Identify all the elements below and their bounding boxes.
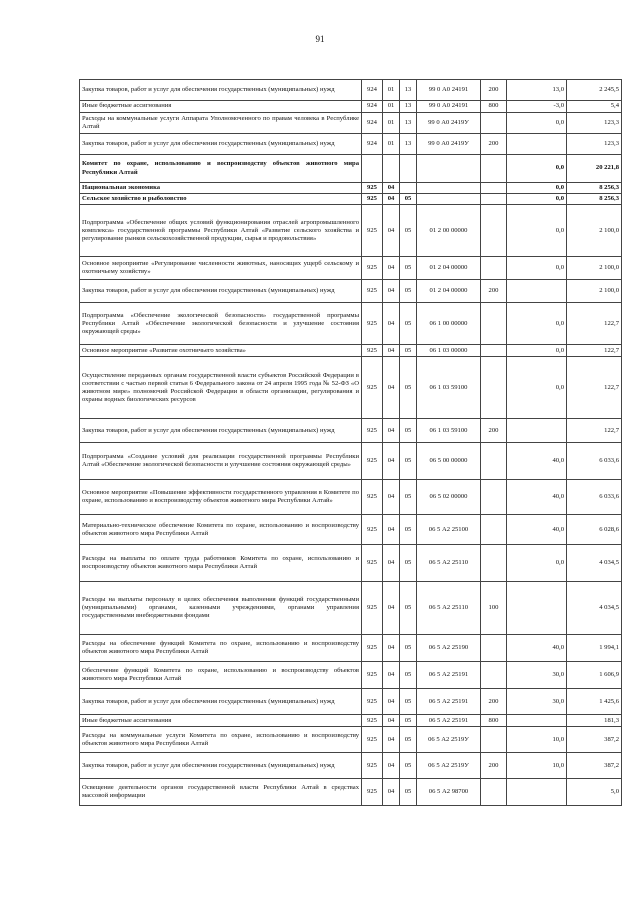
row-subsection-cell: 13 <box>400 80 417 101</box>
row-total-amount-cell: 123,3 <box>567 134 622 155</box>
row-subsection-cell <box>400 183 417 194</box>
row-total-amount-cell: 5,4 <box>567 101 622 113</box>
table-row <box>80 205 622 257</box>
row-expense-type-cell: 800 <box>481 101 507 113</box>
row-change-amount-cell: 0,0 <box>507 205 567 257</box>
row-subsection-cell: 05 <box>400 443 417 480</box>
row-target-article-cell <box>417 194 481 205</box>
row-subsection-cell <box>400 155 417 183</box>
row-expense-type-cell <box>481 480 507 515</box>
row-section-cell: 04 <box>383 480 400 515</box>
row-change-amount-cell: 0,0 <box>507 257 567 280</box>
row-expense-type-cell: 200 <box>481 134 507 155</box>
row-name-cell: Основное мероприятие «Регулирование численности животных, наносящих ущерб сельскому и охотничьему хозяйству» <box>80 257 362 280</box>
row-section-cell: 04 <box>383 662 400 689</box>
row-target-article-cell: 06 1 03 59100 <box>417 419 481 443</box>
row-section-cell <box>383 155 400 183</box>
row-section-cell: 01 <box>383 80 400 101</box>
row-subsection-cell: 05 <box>400 419 417 443</box>
row-target-article-cell: 06 5 А2 25100 <box>417 515 481 545</box>
row-expense-type-cell <box>481 515 507 545</box>
row-expense-type-cell <box>481 113 507 134</box>
row-name-cell: Расходы на коммунальные услуги Комитета по охране, использованию и воспроизводству объектов животного мира Республики Алтай <box>80 727 362 753</box>
table-row <box>80 662 622 689</box>
row-section-cell: 04 <box>383 515 400 545</box>
row-subsection-cell: 05 <box>400 753 417 779</box>
row-subsection-cell: 05 <box>400 480 417 515</box>
row-total-amount-cell: 6 033,6 <box>567 480 622 515</box>
row-section-cell: 04 <box>383 715 400 727</box>
row-section-cell: 04 <box>383 280 400 303</box>
row-subsection-cell: 05 <box>400 280 417 303</box>
row-target-article-cell: 01 2 00 00000 <box>417 205 481 257</box>
row-change-amount-cell: 0,0 <box>507 183 567 194</box>
row-section-cell: 04 <box>383 205 400 257</box>
row-name-cell: Иные бюджетные ассигнования <box>80 715 362 727</box>
table-row <box>80 443 622 480</box>
row-name-cell: Иные бюджетные ассигнования <box>80 101 362 113</box>
row-subsection-cell: 05 <box>400 545 417 582</box>
row-name-cell: Освещение деятельности органов государственной власти Республики Алтай в средствах массовой информации <box>80 779 362 806</box>
table-row <box>80 635 622 662</box>
row-grbs-cell: 925 <box>362 689 383 715</box>
row-expense-type-cell: 200 <box>481 419 507 443</box>
table-row <box>80 582 622 635</box>
row-change-amount-cell: 40,0 <box>507 443 567 480</box>
row-total-amount-cell: 2 245,5 <box>567 80 622 101</box>
row-total-amount-cell: 6 033,6 <box>567 443 622 480</box>
row-expense-type-cell <box>481 635 507 662</box>
row-grbs-cell: 925 <box>362 582 383 635</box>
table-row <box>80 194 622 205</box>
row-section-cell: 04 <box>383 689 400 715</box>
row-target-article-cell: 06 5 А2 25190 <box>417 635 481 662</box>
table-row <box>80 480 622 515</box>
row-subsection-cell: 05 <box>400 662 417 689</box>
row-change-amount-cell: 10,0 <box>507 753 567 779</box>
row-total-amount-cell: 2 100,0 <box>567 257 622 280</box>
table-row <box>80 303 622 345</box>
table-row <box>80 779 622 806</box>
row-target-article-cell: 99 0 А0 24191 <box>417 80 481 101</box>
row-section-cell: 04 <box>383 753 400 779</box>
row-change-amount-cell <box>507 779 567 806</box>
row-section-cell: 01 <box>383 113 400 134</box>
row-total-amount-cell: 1 994,1 <box>567 635 622 662</box>
row-grbs-cell: 925 <box>362 280 383 303</box>
row-grbs-cell: 925 <box>362 443 383 480</box>
row-total-amount-cell: 1 606,9 <box>567 662 622 689</box>
row-expense-type-cell: 100 <box>481 582 507 635</box>
row-change-amount-cell: 30,0 <box>507 689 567 715</box>
row-expense-type-cell <box>481 303 507 345</box>
row-total-amount-cell: 122,7 <box>567 357 622 419</box>
row-change-amount-cell: 40,0 <box>507 515 567 545</box>
table-row <box>80 753 622 779</box>
table-row <box>80 257 622 280</box>
row-grbs-cell: 925 <box>362 779 383 806</box>
row-expense-type-cell <box>481 205 507 257</box>
row-section-cell: 04 <box>383 345 400 357</box>
row-total-amount-cell: 1 425,6 <box>567 689 622 715</box>
row-target-article-cell: 06 5 А2 25110 <box>417 582 481 635</box>
row-target-article-cell: 06 5 А2 98700 <box>417 779 481 806</box>
row-name-cell: Закупка товаров, работ и услуг для обеспечения государственных (муниципальных) нужд <box>80 419 362 443</box>
row-change-amount-cell: 30,0 <box>507 662 567 689</box>
row-grbs-cell: 925 <box>362 715 383 727</box>
row-total-amount-cell: 181,3 <box>567 715 622 727</box>
row-expense-type-cell <box>481 345 507 357</box>
row-grbs-cell: 925 <box>362 303 383 345</box>
row-target-article-cell: 06 1 03 59100 <box>417 357 481 419</box>
row-target-article-cell: 06 5 А2 25191 <box>417 715 481 727</box>
row-name-cell: Обеспечение функций Комитета по охране, использованию и воспроизводству объектов животного мира Республики Алтай <box>80 662 362 689</box>
row-change-amount-cell: 0,0 <box>507 155 567 183</box>
row-subsection-cell: 05 <box>400 515 417 545</box>
table-row <box>80 515 622 545</box>
row-total-amount-cell: 2 100,0 <box>567 205 622 257</box>
row-change-amount-cell: 40,0 <box>507 480 567 515</box>
table-row <box>80 727 622 753</box>
row-subsection-cell: 13 <box>400 134 417 155</box>
table-row <box>80 101 622 113</box>
row-target-article-cell: 06 1 00 00000 <box>417 303 481 345</box>
row-grbs-cell: 925 <box>362 662 383 689</box>
row-section-cell: 04 <box>383 303 400 345</box>
row-target-article-cell <box>417 183 481 194</box>
row-name-cell: Осуществление переданных органам государственной власти субъектов Российской Федерации в соответствии с частью первой статьи 6 Федерального закона от 24 апреля 1995 года № 52-ФЗ «О животном мире» полномочий Российской Федерации в области организации, регулирования и охраны водных биологических ресурсов <box>80 357 362 419</box>
row-total-amount-cell: 6 028,6 <box>567 515 622 545</box>
row-subsection-cell: 13 <box>400 113 417 134</box>
row-section-cell: 04 <box>383 443 400 480</box>
table-row <box>80 345 622 357</box>
row-grbs-cell: 924 <box>362 134 383 155</box>
row-subsection-cell: 05 <box>400 257 417 280</box>
row-total-amount-cell: 122,7 <box>567 419 622 443</box>
row-expense-type-cell <box>481 662 507 689</box>
row-expense-type-cell: 800 <box>481 715 507 727</box>
row-total-amount-cell: 122,7 <box>567 303 622 345</box>
row-grbs-cell: 925 <box>362 545 383 582</box>
row-name-cell: Основное мероприятие «Повышение эффективности государственного управления в Комитете по охране, использованию и воспроизводству объектов животного мира Республики Алтай» <box>80 480 362 515</box>
row-total-amount-cell: 387,2 <box>567 753 622 779</box>
row-name-cell: Подпрограмма «Обеспечение экологической безопасности» государственной программы Республики Алтай «Обеспечение экологической безопасности и улучшение состояния окружающей среды» <box>80 303 362 345</box>
table-row <box>80 545 622 582</box>
row-subsection-cell: 05 <box>400 635 417 662</box>
row-total-amount-cell: 20 221,8 <box>567 155 622 183</box>
row-expense-type-cell <box>481 357 507 419</box>
row-target-article-cell <box>417 155 481 183</box>
row-total-amount-cell: 4 034,5 <box>567 582 622 635</box>
row-subsection-cell: 05 <box>400 779 417 806</box>
row-grbs-cell: 924 <box>362 101 383 113</box>
row-grbs-cell: 925 <box>362 205 383 257</box>
row-section-cell: 01 <box>383 101 400 113</box>
row-name-cell: Закупка товаров, работ и услуг для обеспечения государственных (муниципальных) нужд <box>80 280 362 303</box>
row-expense-type-cell: 200 <box>481 753 507 779</box>
row-name-cell: Основное мероприятие «Развитие охотничьего хозяйства» <box>80 345 362 357</box>
row-change-amount-cell: 0,0 <box>507 357 567 419</box>
row-name-cell: Национальная экономика <box>80 183 362 194</box>
page-number: 91 <box>315 34 325 44</box>
row-grbs-cell: 925 <box>362 194 383 205</box>
row-total-amount-cell: 2 100,0 <box>567 280 622 303</box>
row-section-cell: 04 <box>383 419 400 443</box>
row-grbs-cell: 925 <box>362 345 383 357</box>
row-expense-type-cell <box>481 257 507 280</box>
row-name-cell: Закупка товаров, работ и услуг для обеспечения государственных (муниципальных) нужд <box>80 689 362 715</box>
row-expense-type-cell: 200 <box>481 689 507 715</box>
row-grbs-cell: 925 <box>362 635 383 662</box>
budget-table <box>79 79 622 806</box>
row-grbs-cell: 925 <box>362 419 383 443</box>
row-change-amount-cell: 40,0 <box>507 635 567 662</box>
row-target-article-cell: 06 5 А2 25191 <box>417 662 481 689</box>
row-grbs-cell: 925 <box>362 753 383 779</box>
row-name-cell: Расходы на обеспечение функций Комитета по охране, использованию и воспроизводству объектов животного мира Республики Алтай <box>80 635 362 662</box>
row-subsection-cell: 05 <box>400 194 417 205</box>
row-target-article-cell: 06 5 А2 25110 <box>417 545 481 582</box>
row-subsection-cell: 05 <box>400 357 417 419</box>
row-total-amount-cell: 4 034,5 <box>567 545 622 582</box>
row-target-article-cell: 01 2 04 00000 <box>417 280 481 303</box>
row-target-article-cell: 06 5 А2 25191 <box>417 689 481 715</box>
row-section-cell: 04 <box>383 727 400 753</box>
row-grbs-cell: 925 <box>362 357 383 419</box>
row-subsection-cell: 05 <box>400 205 417 257</box>
row-name-cell: Закупка товаров, работ и услуг для обеспечения государственных (муниципальных) нужд <box>80 753 362 779</box>
row-change-amount-cell: 0,0 <box>507 303 567 345</box>
row-change-amount-cell: 13,0 <box>507 80 567 101</box>
table-row <box>80 155 622 183</box>
row-section-cell: 04 <box>383 545 400 582</box>
row-subsection-cell: 05 <box>400 689 417 715</box>
row-grbs-cell <box>362 155 383 183</box>
row-total-amount-cell: 8 256,3 <box>567 194 622 205</box>
row-subsection-cell: 05 <box>400 727 417 753</box>
row-total-amount-cell: 122,7 <box>567 345 622 357</box>
table-row <box>80 134 622 155</box>
row-expense-type-cell <box>481 779 507 806</box>
row-subsection-cell: 05 <box>400 715 417 727</box>
row-name-cell: Закупка товаров, работ и услуг для обеспечения государственных (муниципальных) нужд <box>80 134 362 155</box>
row-change-amount-cell <box>507 280 567 303</box>
row-grbs-cell: 924 <box>362 113 383 134</box>
row-target-article-cell: 01 2 04 00000 <box>417 257 481 280</box>
row-target-article-cell: 06 5 00 00000 <box>417 443 481 480</box>
row-name-cell: Закупка товаров, работ и услуг для обеспечения государственных (муниципальных) нужд <box>80 80 362 101</box>
table-row <box>80 419 622 443</box>
row-expense-type-cell <box>481 183 507 194</box>
row-expense-type-cell <box>481 194 507 205</box>
row-section-cell: 04 <box>383 357 400 419</box>
row-name-cell: Сельское хозяйство и рыболовство <box>80 194 362 205</box>
row-subsection-cell: 05 <box>400 345 417 357</box>
row-section-cell: 04 <box>383 194 400 205</box>
row-target-article-cell: 99 0 А0 24191 <box>417 101 481 113</box>
row-grbs-cell: 925 <box>362 257 383 280</box>
row-total-amount-cell: 387,2 <box>567 727 622 753</box>
row-expense-type-cell <box>481 155 507 183</box>
row-change-amount-cell <box>507 715 567 727</box>
row-target-article-cell: 06 1 03 00000 <box>417 345 481 357</box>
row-change-amount-cell: 0,0 <box>507 345 567 357</box>
row-expense-type-cell <box>481 545 507 582</box>
row-name-cell: Расходы на выплаты персоналу в целях обеспечения выполнения функций государственными (муниципальными) органами, казенными учреждениями, органами управления государственными внебюджетными фондами <box>80 582 362 635</box>
row-target-article-cell: 99 0 А0 2419У <box>417 134 481 155</box>
row-grbs-cell: 925 <box>362 515 383 545</box>
row-target-article-cell: 06 5 02 00000 <box>417 480 481 515</box>
row-name-cell: Подпрограмма «Создание условий для реализации государственной программы Республики Алтай «Обеспечение экологической безопасности и улучшение состояния окружающей среды» <box>80 443 362 480</box>
table-row <box>80 183 622 194</box>
row-section-cell: 04 <box>383 582 400 635</box>
table-row <box>80 357 622 419</box>
row-expense-type-cell: 200 <box>481 280 507 303</box>
row-grbs-cell: 924 <box>362 80 383 101</box>
row-section-cell: 04 <box>383 635 400 662</box>
row-section-cell: 04 <box>383 257 400 280</box>
row-target-article-cell: 99 0 А0 2419У <box>417 113 481 134</box>
row-subsection-cell: 13 <box>400 101 417 113</box>
table-row <box>80 280 622 303</box>
row-expense-type-cell <box>481 443 507 480</box>
row-change-amount-cell <box>507 134 567 155</box>
row-name-cell: Подпрограмма «Обеспечение общих условий функционирования отраслей агропромышленного комплекса» государственной программы Республики Алтай «Развитие сельского хозяйства и регулирование рынков сельскохозяйственной продукции, сырья и продовольствия» <box>80 205 362 257</box>
row-grbs-cell: 925 <box>362 480 383 515</box>
row-total-amount-cell: 8 256,3 <box>567 183 622 194</box>
row-grbs-cell: 925 <box>362 727 383 753</box>
row-change-amount-cell: 0,0 <box>507 545 567 582</box>
row-expense-type-cell <box>481 727 507 753</box>
row-total-amount-cell: 5,0 <box>567 779 622 806</box>
table-row <box>80 689 622 715</box>
row-name-cell: Расходы на коммунальные услуги Аппарата Уполномоченного по правам человека в Республике Алтай <box>80 113 362 134</box>
table-row <box>80 80 622 101</box>
row-section-cell: 01 <box>383 134 400 155</box>
row-name-cell: Комитет по охране, использованию и воспроизводству объектов животного мира Республики Алтай <box>80 155 362 183</box>
row-target-article-cell: 06 5 А2 2519У <box>417 727 481 753</box>
row-section-cell: 04 <box>383 779 400 806</box>
row-subsection-cell: 05 <box>400 303 417 345</box>
row-target-article-cell: 06 5 А2 2519У <box>417 753 481 779</box>
row-grbs-cell: 925 <box>362 183 383 194</box>
row-total-amount-cell: 123,3 <box>567 113 622 134</box>
row-expense-type-cell: 200 <box>481 80 507 101</box>
row-change-amount-cell <box>507 419 567 443</box>
row-change-amount-cell: 0,0 <box>507 113 567 134</box>
row-change-amount-cell <box>507 582 567 635</box>
row-change-amount-cell: 0,0 <box>507 194 567 205</box>
table-row <box>80 113 622 134</box>
row-name-cell: Расходы на выплаты по оплате труда работников Комитета по охране, использованию и воспроизводству объектов животного мира Республики Алтай <box>80 545 362 582</box>
table-row <box>80 715 622 727</box>
row-change-amount-cell: 10,0 <box>507 727 567 753</box>
row-change-amount-cell: -3,0 <box>507 101 567 113</box>
row-subsection-cell: 05 <box>400 582 417 635</box>
row-name-cell: Материально-техническое обеспечение Комитета по охране, использованию и воспроизводству объектов животного мира Республики Алтай <box>80 515 362 545</box>
row-section-cell: 04 <box>383 183 400 194</box>
